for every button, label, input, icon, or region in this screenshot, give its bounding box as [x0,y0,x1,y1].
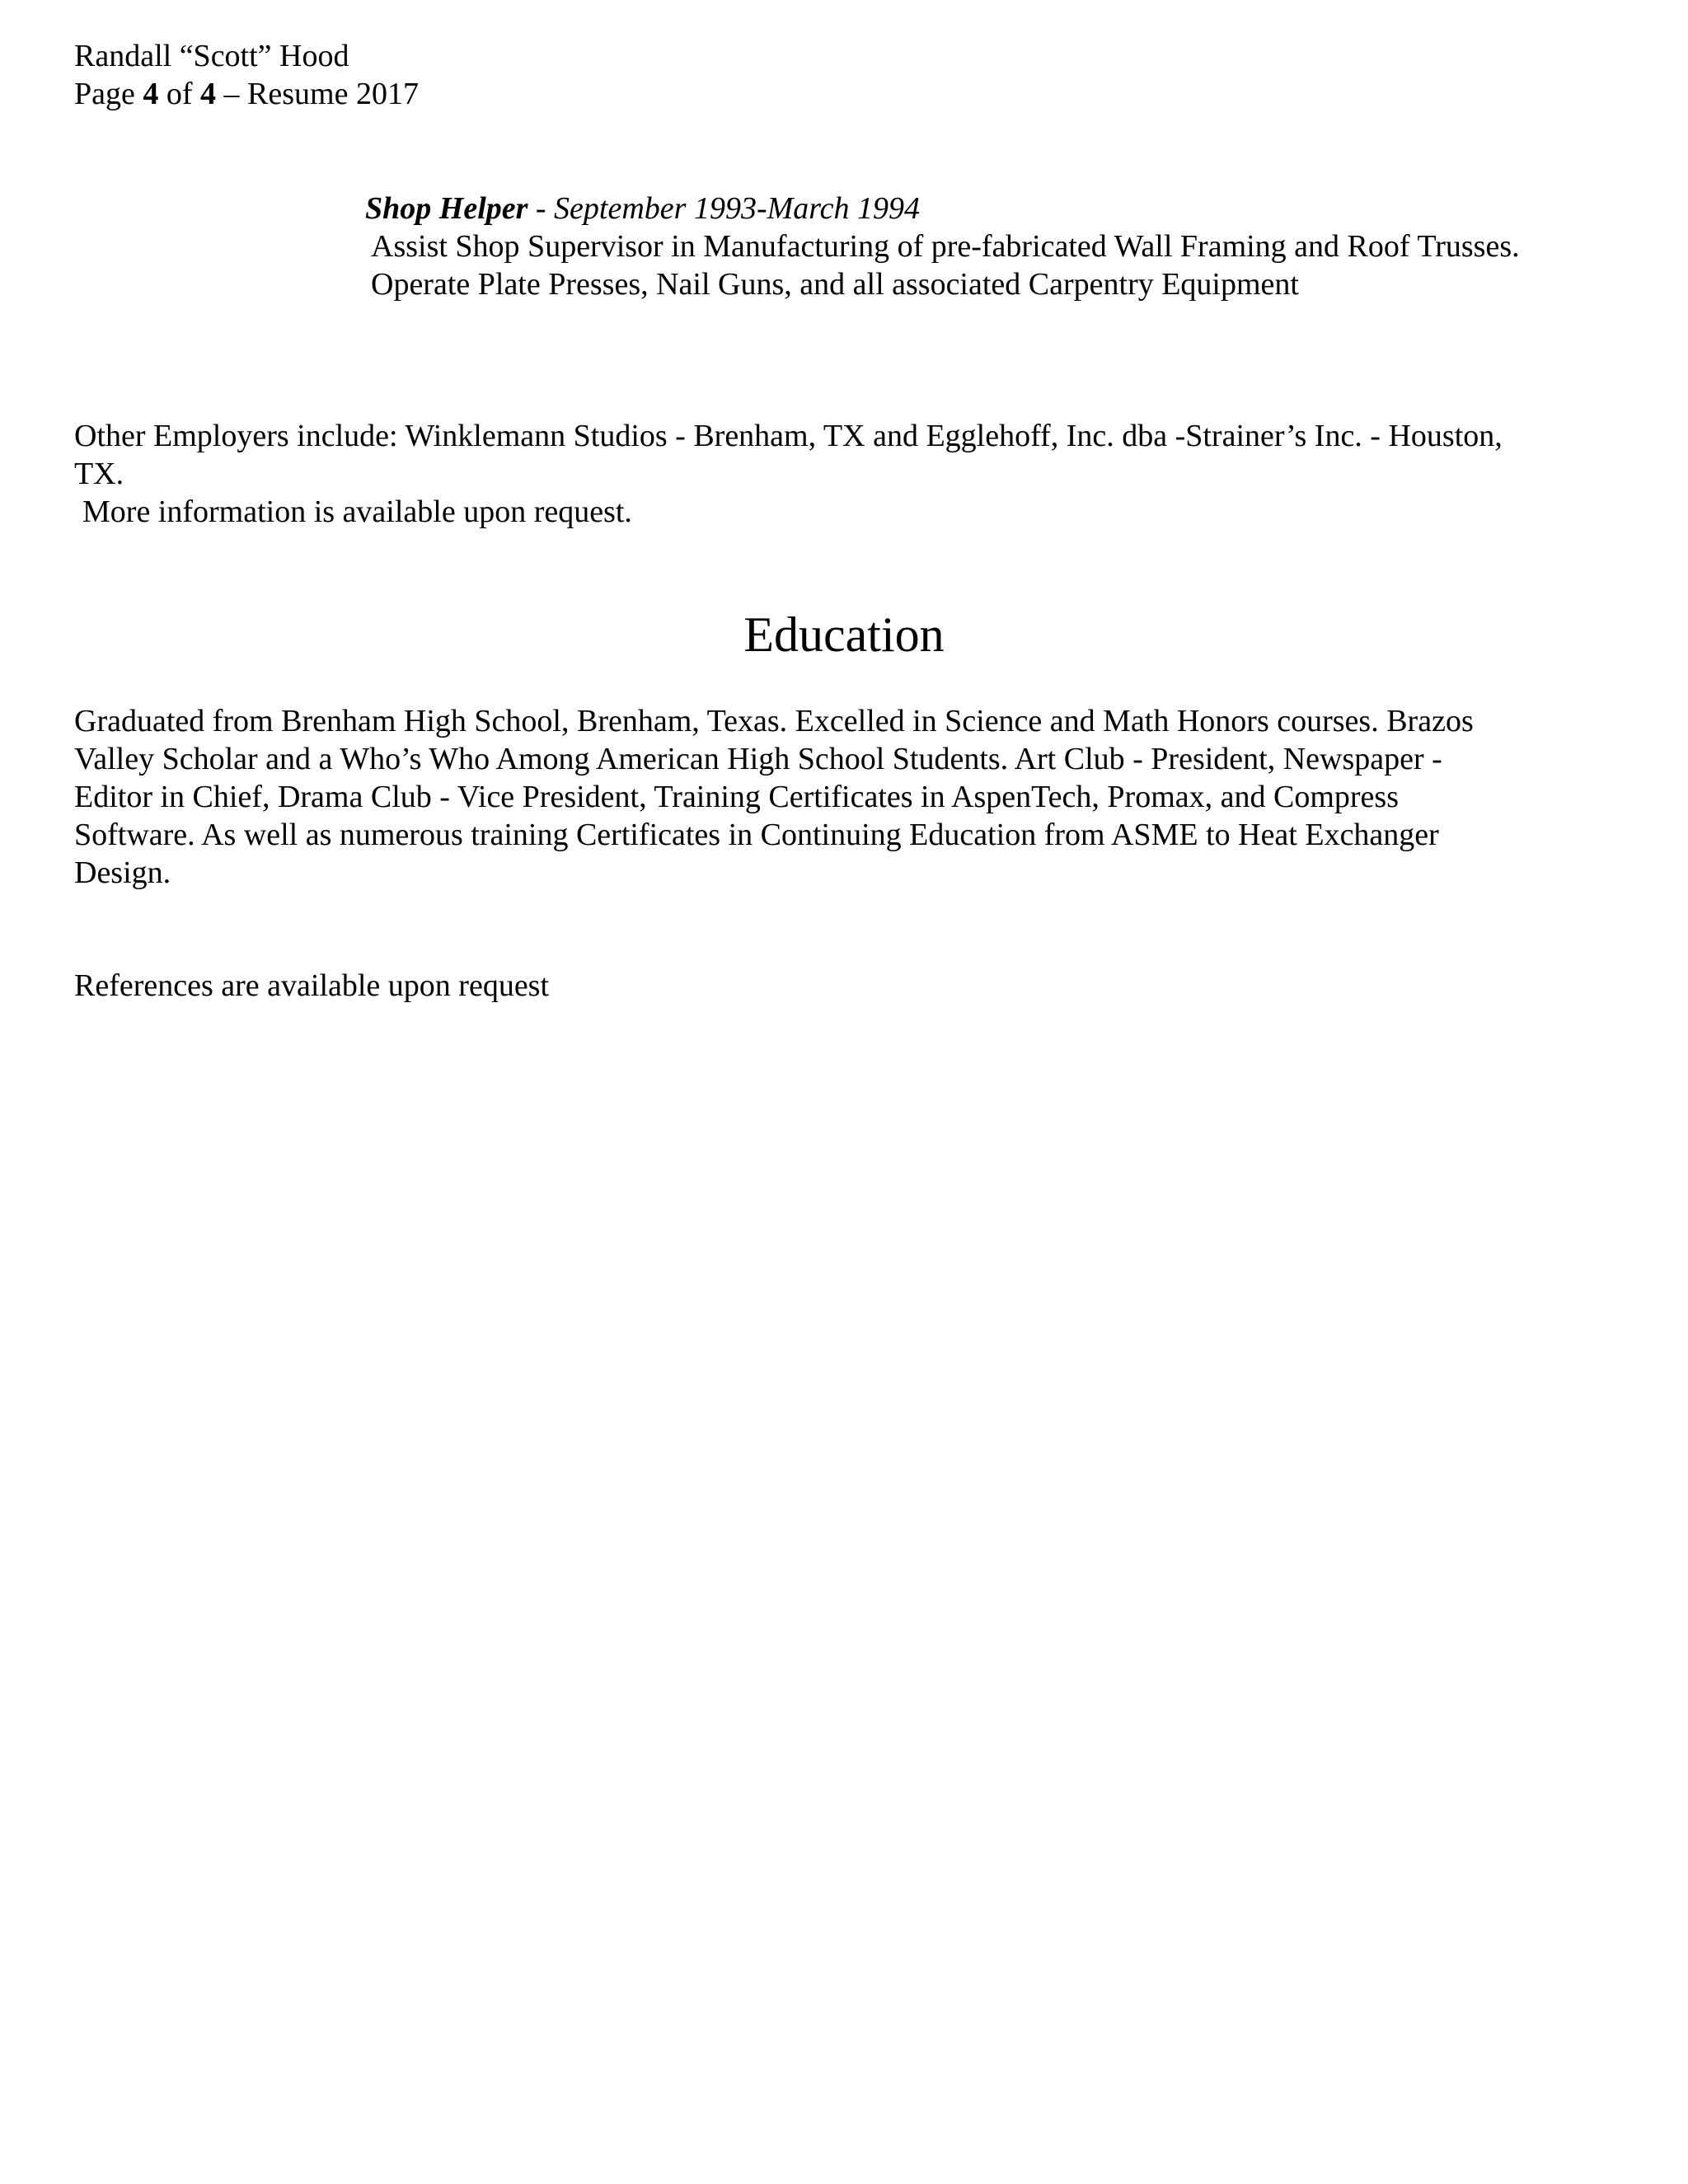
page-prefix: Page [74,77,143,111]
page-number-line [74,75,419,113]
references-note: References are available upon request [74,968,550,1003]
education-line: Design. [74,855,171,890]
job-dates: - September 1993-March 1994 [528,191,920,226]
page-current-number: 4 [143,77,159,111]
job-heading [365,190,920,227]
page-suffix: – Resume 2017 [216,77,419,111]
education-line: Valley Scholar and a Who’s Who Among American High School Students. Art Club - President, Newspaper - [74,742,1442,776]
education-line: Editor in Chief, Drama Club - Vice President, Training Certificates in AspenTech, Promax, and Compress [74,780,1399,814]
education-line: Graduated from Brenham High School, Brenham, Texas. Excelled in Science and Math Honors courses. Brazos [74,704,1474,738]
page-of-text: of [158,77,201,111]
other-employers-line: TX. [74,457,124,491]
job-title: Shop Helper [365,191,528,226]
education-heading: Education [743,607,945,662]
job-duty-line: Assist Shop Supervisor in Manufacturing of pre-fabricated Wall Framing and Roof Trusses. [371,229,1520,264]
resume-author-name: Randall “Scott” Hood [74,39,349,73]
more-info-line: More information is available upon request. [82,494,632,529]
job-duty-line: Operate Plate Presses, Nail Guns, and all associated Carpentry Equipment [371,267,1299,302]
page-total-number: 4 [200,77,217,111]
education-line: Software. As well as numerous training Certificates in Continuing Education from ASME to Heat Exchanger [74,818,1439,852]
other-employers-line: Other Employers include: Winklemann Studios - Brenham, TX and Egglehoff, Inc. dba -Strainer’s Inc. - Houston, [74,419,1503,453]
